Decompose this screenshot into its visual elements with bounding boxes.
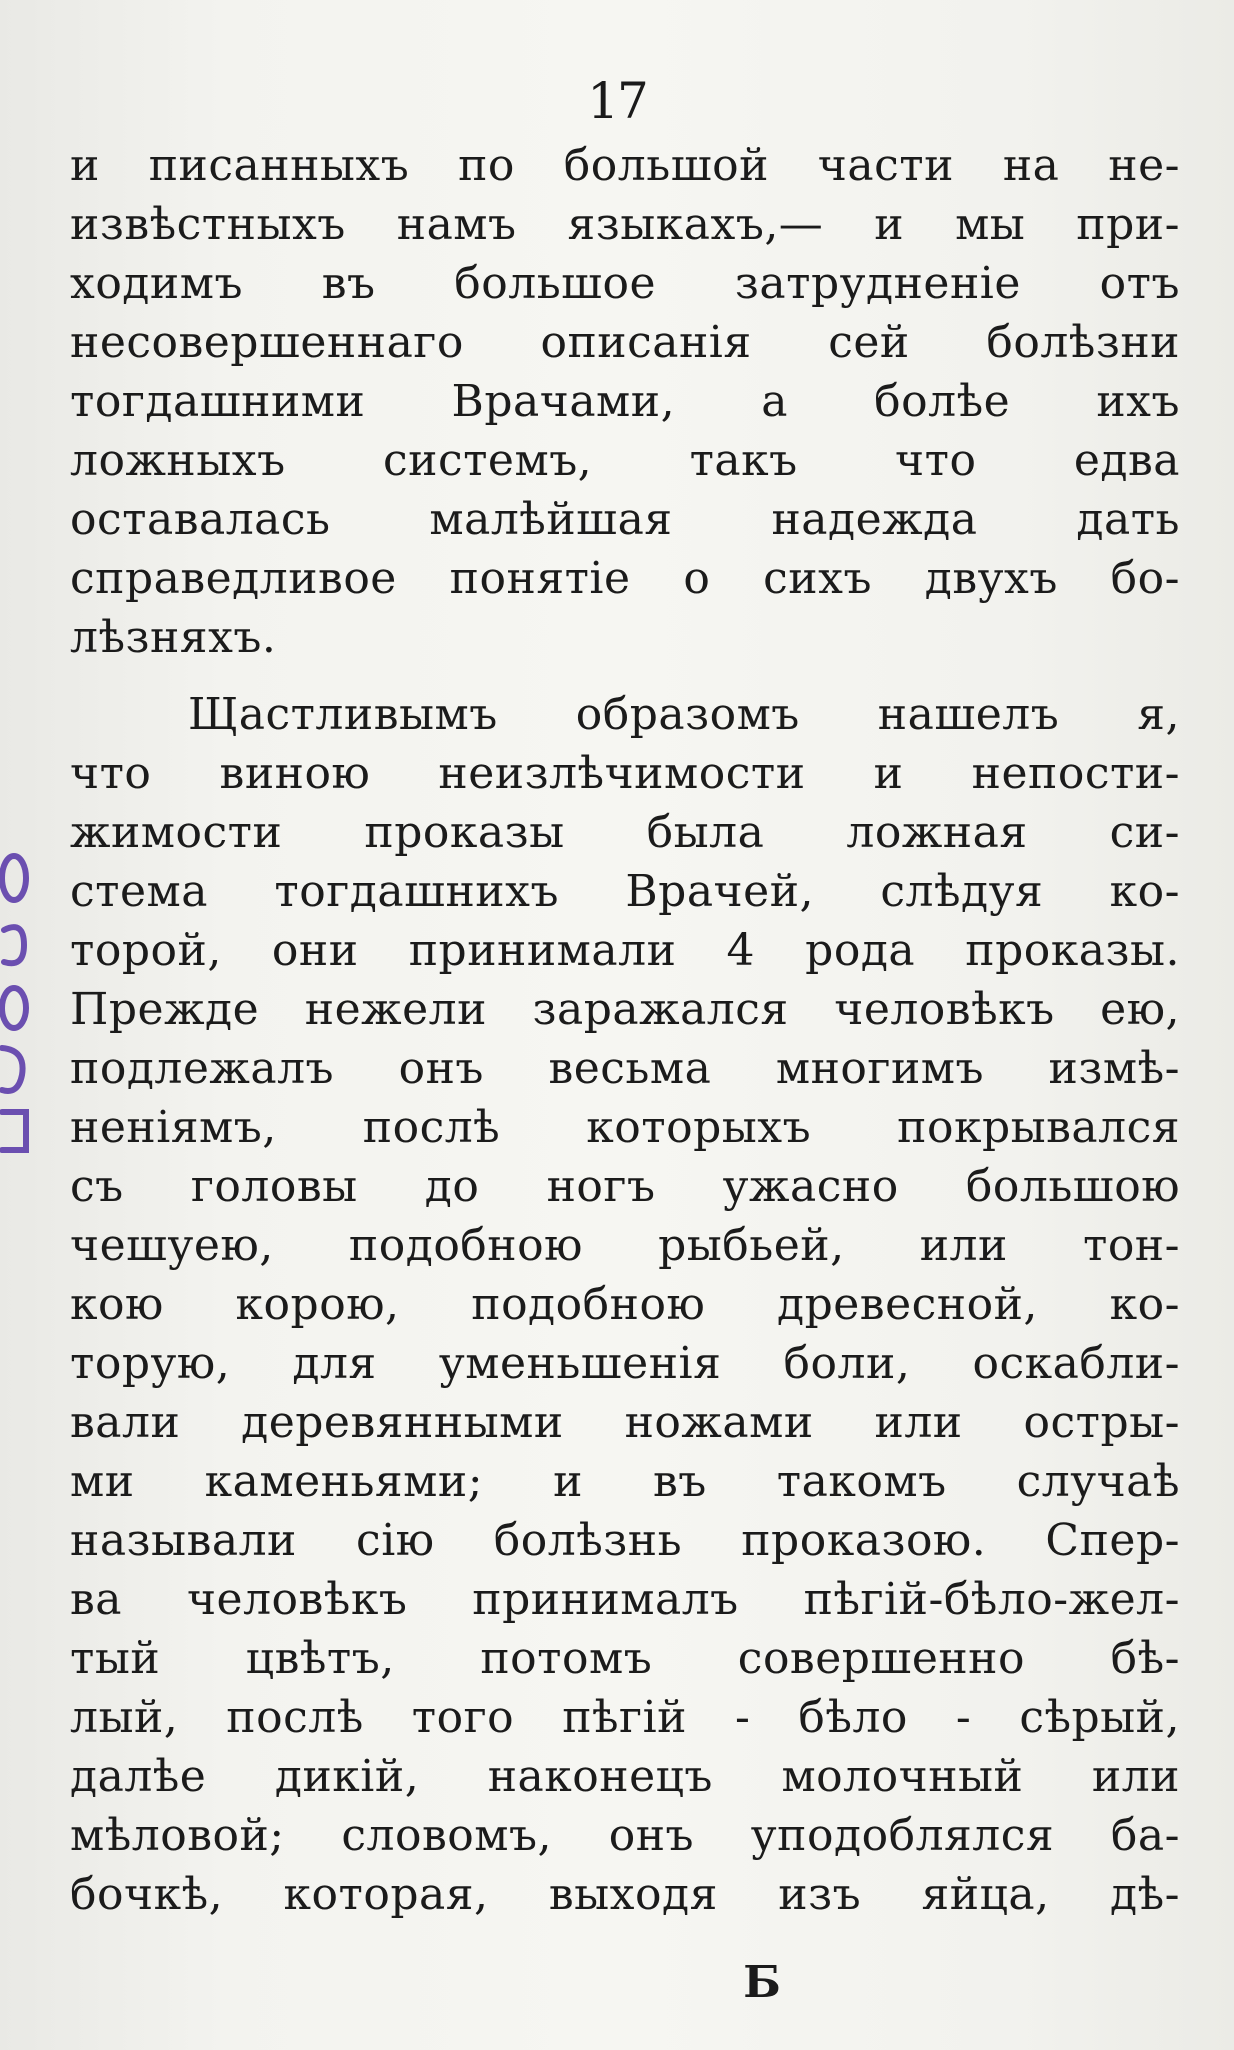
text-line: Прежде нежели заражался человѣкъ ею, (70, 984, 1180, 1035)
text-line: вали деревянными ножами или остры- (70, 1397, 1180, 1448)
text-line: тогдашними Врачами, а болѣе ихъ (70, 376, 1180, 427)
text-line: тый цвѣтъ, потомъ совершенно бѣ- (70, 1633, 1180, 1684)
text-line: лѣзняхъ. (70, 612, 277, 663)
text-line: чешуею, подобною рыбьей, или тон- (70, 1220, 1180, 1271)
text-line: извѣстныхъ намъ языкахъ,— и мы при- (70, 199, 1180, 250)
text-line: ва человѣкъ принималъ пѣгій-бѣло-жел- (70, 1574, 1180, 1625)
stamp-mark-icon (0, 850, 40, 1160)
text-line: съ головы до ногъ ужасно большою (70, 1161, 1180, 1212)
text-line: мѣловой; словомъ, онъ уподоблялся ба- (70, 1810, 1180, 1861)
body-text (70, 136, 1180, 1924)
text-line: подлежалъ онъ весьма многимъ измѣ- (70, 1043, 1180, 1094)
text-line: лый, послѣ того пѣгій - бѣло - сѣрый, (70, 1692, 1180, 1743)
signature-mark: Б (743, 1957, 781, 2008)
text-line: бочкѣ, которая, выходя изъ яйца, дѣ- (70, 1869, 1180, 1920)
paragraph-gap (70, 667, 1180, 685)
library-stamp (0, 850, 40, 1160)
text-line: ми каменьями; и въ такомъ случаѣ (70, 1456, 1180, 1507)
text-line: жимости проказы была ложная си- (70, 807, 1180, 858)
text-line: называли сію болѣзнь проказою. Спер- (70, 1515, 1180, 1566)
text-line: торую, для уменьшенія боли, оскабли- (70, 1338, 1180, 1389)
text-line: кою корою, подобною древесной, ко- (70, 1279, 1180, 1330)
text-line: ходимъ въ большое затрудненіе отъ (70, 258, 1180, 309)
text-line: далѣе дикій, наконецъ молочный или (70, 1751, 1180, 1802)
text-line: несовершеннаго описанія сей болѣзни (70, 317, 1180, 368)
text-line: и писанныхъ по большой части на не- (70, 140, 1180, 191)
text-line: неніямъ, послѣ которыхъ покрывался (70, 1102, 1180, 1153)
page-number: 17 (587, 72, 647, 130)
text-line: что виною неизлѣчимости и непости- (70, 748, 1180, 799)
text-line: Щастливымъ образомъ нашелъ я, (188, 689, 1180, 740)
text-line: торой, они принимали 4 рода проказы. (70, 925, 1180, 976)
text-line: оставалась малѣйшая надежда дать (70, 494, 1180, 545)
text-line: ложныхъ системъ, такъ что едва (70, 435, 1180, 486)
text-line: стема тогдашнихъ Врачей, слѣдуя ко- (70, 866, 1180, 917)
text-line: справедливое понятіе о сихъ двухъ бо- (70, 553, 1180, 604)
